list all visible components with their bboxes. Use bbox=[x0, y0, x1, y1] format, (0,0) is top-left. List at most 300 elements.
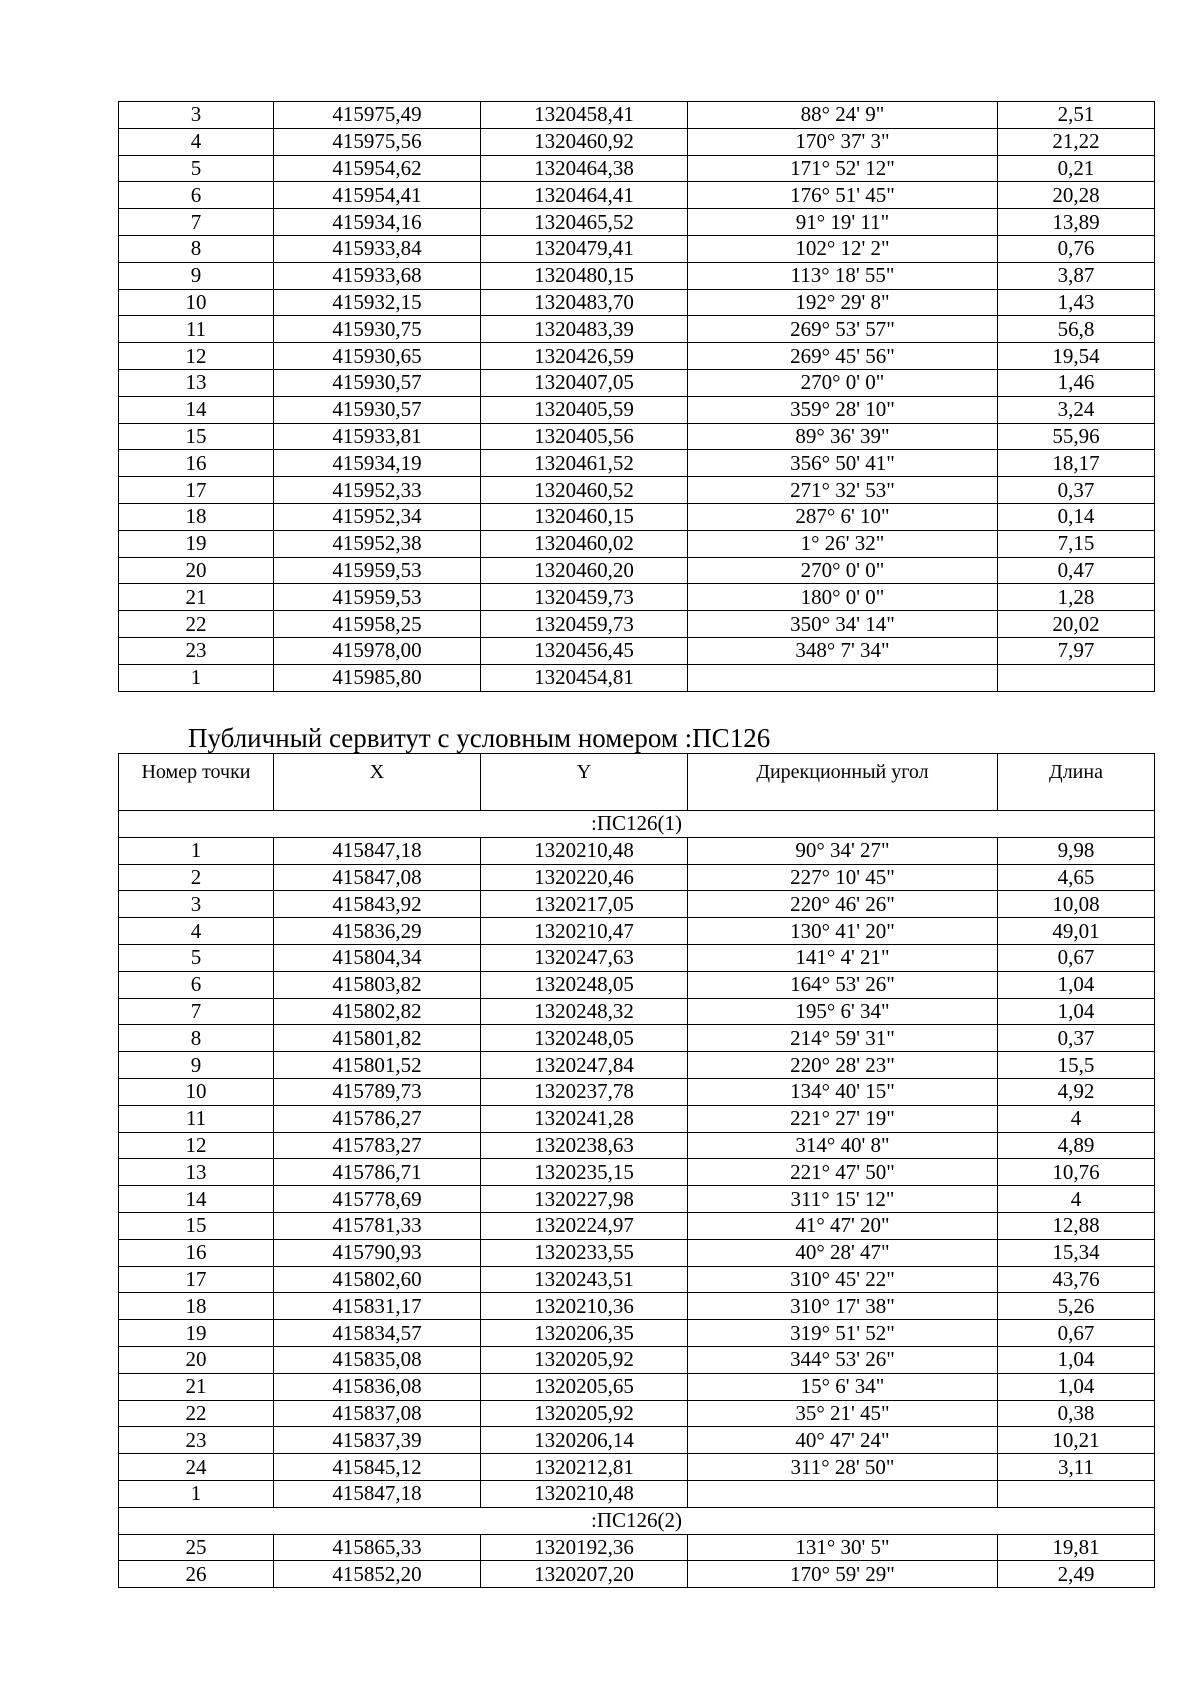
cell-direction-angle: 319° 51' 52" bbox=[688, 1320, 998, 1347]
cell-direction-angle: 314° 40' 8" bbox=[688, 1132, 998, 1159]
cell-y: 1320465,52 bbox=[481, 209, 688, 236]
cell-length: 15,34 bbox=[998, 1239, 1155, 1266]
cell-y: 1320217,05 bbox=[481, 891, 688, 918]
cell-y: 1320238,63 bbox=[481, 1132, 688, 1159]
cell-direction-angle: 102° 12' 2" bbox=[688, 235, 998, 262]
table-row bbox=[119, 891, 1155, 918]
cell-y: 1320205,65 bbox=[481, 1373, 688, 1400]
cell-x: 415801,82 bbox=[274, 1025, 481, 1052]
cell-point-number: 9 bbox=[119, 1052, 274, 1079]
cell-y: 1320405,56 bbox=[481, 423, 688, 450]
cell-length: 0,76 bbox=[998, 235, 1155, 262]
cell-point-number: 15 bbox=[119, 1212, 274, 1239]
cell-x: 415836,08 bbox=[274, 1373, 481, 1400]
cell-y: 1320205,92 bbox=[481, 1346, 688, 1373]
cell-y: 1320247,84 bbox=[481, 1052, 688, 1079]
cell-direction-angle: 310° 17' 38" bbox=[688, 1293, 998, 1320]
cell-length: 0,21 bbox=[998, 155, 1155, 182]
cell-direction-angle: 287° 6' 10" bbox=[688, 503, 998, 530]
header-length: Длина bbox=[998, 754, 1155, 811]
cell-length: 4 bbox=[998, 1186, 1155, 1213]
cell-length: 0,38 bbox=[998, 1400, 1155, 1427]
cell-y: 1320243,51 bbox=[481, 1266, 688, 1293]
cell-length: 3,87 bbox=[998, 262, 1155, 289]
cell-x: 415930,57 bbox=[274, 396, 481, 423]
table-row bbox=[119, 128, 1155, 155]
cell-y: 1320479,41 bbox=[481, 235, 688, 262]
cell-x: 415852,20 bbox=[274, 1561, 481, 1588]
cell-y: 1320224,97 bbox=[481, 1212, 688, 1239]
cell-direction-angle: 180° 0' 0" bbox=[688, 584, 998, 611]
cell-y: 1320210,47 bbox=[481, 918, 688, 945]
cell-x: 415985,80 bbox=[274, 664, 481, 691]
coordinates-table-continued bbox=[118, 101, 1155, 692]
cell-length bbox=[998, 1480, 1155, 1507]
table-row bbox=[119, 369, 1155, 396]
cell-x: 415930,57 bbox=[274, 369, 481, 396]
cell-x: 415783,27 bbox=[274, 1132, 481, 1159]
table-row bbox=[119, 611, 1155, 638]
cell-x: 415843,92 bbox=[274, 891, 481, 918]
cell-direction-angle: 40° 47' 24" bbox=[688, 1427, 998, 1454]
cell-direction-angle: 311° 28' 50" bbox=[688, 1454, 998, 1481]
cell-x: 415847,18 bbox=[274, 837, 481, 864]
cell-direction-angle: 359° 28' 10" bbox=[688, 396, 998, 423]
cell-length: 1,43 bbox=[998, 289, 1155, 316]
table-row bbox=[119, 584, 1155, 611]
cell-x: 415802,82 bbox=[274, 998, 481, 1025]
section-row-1 bbox=[119, 811, 1155, 838]
cell-x: 415930,65 bbox=[274, 343, 481, 370]
table-row bbox=[119, 1293, 1155, 1320]
table-row bbox=[119, 1078, 1155, 1105]
table-row bbox=[119, 450, 1155, 477]
cell-point-number: 21 bbox=[119, 584, 274, 611]
table-row bbox=[119, 396, 1155, 423]
cell-length: 56,8 bbox=[998, 316, 1155, 343]
cell-length: 4,65 bbox=[998, 864, 1155, 891]
table-row bbox=[119, 262, 1155, 289]
cell-y: 1320247,63 bbox=[481, 944, 688, 971]
cell-length: 1,04 bbox=[998, 998, 1155, 1025]
cell-point-number: 22 bbox=[119, 1400, 274, 1427]
cell-point-number: 1 bbox=[119, 664, 274, 691]
table-row bbox=[119, 971, 1155, 998]
cell-x: 415933,84 bbox=[274, 235, 481, 262]
cell-length: 7,97 bbox=[998, 637, 1155, 664]
cell-length: 15,5 bbox=[998, 1052, 1155, 1079]
cell-length: 1,04 bbox=[998, 1373, 1155, 1400]
cell-point-number: 14 bbox=[119, 1186, 274, 1213]
cell-length: 5,26 bbox=[998, 1293, 1155, 1320]
cell-direction-angle: 35° 21' 45" bbox=[688, 1400, 998, 1427]
header-direction-angle: Дирекционный угол bbox=[688, 754, 998, 811]
table-row bbox=[119, 1373, 1155, 1400]
cell-length: 19,54 bbox=[998, 343, 1155, 370]
cell-x: 415954,41 bbox=[274, 182, 481, 209]
cell-y: 1320192,36 bbox=[481, 1534, 688, 1561]
cell-point-number: 17 bbox=[119, 1266, 274, 1293]
table-row bbox=[119, 102, 1155, 129]
cell-y: 1320220,46 bbox=[481, 864, 688, 891]
table-row bbox=[119, 209, 1155, 236]
cell-direction-angle: 41° 47' 20" bbox=[688, 1212, 998, 1239]
table-row bbox=[119, 1534, 1155, 1561]
cell-length: 4,89 bbox=[998, 1132, 1155, 1159]
table-row bbox=[119, 1212, 1155, 1239]
cell-point-number: 2 bbox=[119, 864, 274, 891]
cell-length: 0,47 bbox=[998, 557, 1155, 584]
cell-y: 1320454,81 bbox=[481, 664, 688, 691]
cell-direction-angle: 134° 40' 15" bbox=[688, 1078, 998, 1105]
table-row bbox=[119, 316, 1155, 343]
table-row bbox=[119, 664, 1155, 691]
cell-x: 415978,00 bbox=[274, 637, 481, 664]
table-row bbox=[119, 1480, 1155, 1507]
cell-y: 1320460,52 bbox=[481, 477, 688, 504]
cell-point-number: 19 bbox=[119, 530, 274, 557]
cell-direction-angle: 310° 45' 22" bbox=[688, 1266, 998, 1293]
cell-x: 415835,08 bbox=[274, 1346, 481, 1373]
cell-x: 415837,08 bbox=[274, 1400, 481, 1427]
cell-length: 3,24 bbox=[998, 396, 1155, 423]
cell-x: 415789,73 bbox=[274, 1078, 481, 1105]
cell-point-number: 12 bbox=[119, 1132, 274, 1159]
cell-point-number: 5 bbox=[119, 944, 274, 971]
cell-x: 415952,33 bbox=[274, 477, 481, 504]
table-row bbox=[119, 1132, 1155, 1159]
cell-length: 9,98 bbox=[998, 837, 1155, 864]
cell-x: 415802,60 bbox=[274, 1266, 481, 1293]
cell-length: 1,46 bbox=[998, 369, 1155, 396]
cell-length: 10,76 bbox=[998, 1159, 1155, 1186]
cell-y: 1320459,73 bbox=[481, 611, 688, 638]
table-row bbox=[119, 837, 1155, 864]
table-row bbox=[119, 1186, 1155, 1213]
cell-length: 3,11 bbox=[998, 1454, 1155, 1481]
cell-point-number: 11 bbox=[119, 1105, 274, 1132]
table-row bbox=[119, 1105, 1155, 1132]
table-row bbox=[119, 1346, 1155, 1373]
table-row bbox=[119, 423, 1155, 450]
cell-direction-angle bbox=[688, 664, 998, 691]
cell-point-number: 6 bbox=[119, 182, 274, 209]
cell-point-number: 8 bbox=[119, 235, 274, 262]
cell-x: 415958,25 bbox=[274, 611, 481, 638]
cell-y: 1320407,05 bbox=[481, 369, 688, 396]
cell-length: 20,02 bbox=[998, 611, 1155, 638]
table-row bbox=[119, 235, 1155, 262]
cell-x: 415952,38 bbox=[274, 530, 481, 557]
cell-y: 1320405,59 bbox=[481, 396, 688, 423]
cell-y: 1320460,15 bbox=[481, 503, 688, 530]
cell-length: 21,22 bbox=[998, 128, 1155, 155]
cell-x: 415934,16 bbox=[274, 209, 481, 236]
cell-length: 10,08 bbox=[998, 891, 1155, 918]
cell-y: 1320456,45 bbox=[481, 637, 688, 664]
cell-length: 0,14 bbox=[998, 503, 1155, 530]
cell-length bbox=[998, 664, 1155, 691]
cell-y: 1320233,55 bbox=[481, 1239, 688, 1266]
cell-x: 415959,53 bbox=[274, 557, 481, 584]
cell-direction-angle: 40° 28' 47" bbox=[688, 1239, 998, 1266]
cell-x: 415845,12 bbox=[274, 1454, 481, 1481]
cell-x: 415975,49 bbox=[274, 102, 481, 129]
cell-point-number: 16 bbox=[119, 1239, 274, 1266]
cell-point-number: 24 bbox=[119, 1454, 274, 1481]
table-row bbox=[119, 1561, 1155, 1588]
table-row bbox=[119, 477, 1155, 504]
cell-point-number: 11 bbox=[119, 316, 274, 343]
cell-length: 10,21 bbox=[998, 1427, 1155, 1454]
cell-x: 415952,34 bbox=[274, 503, 481, 530]
table-row bbox=[119, 1266, 1155, 1293]
cell-point-number: 6 bbox=[119, 971, 274, 998]
table-row bbox=[119, 1454, 1155, 1481]
cell-x: 415786,71 bbox=[274, 1159, 481, 1186]
cell-direction-angle: 170° 59' 29" bbox=[688, 1561, 998, 1588]
cell-direction-angle: 141° 4' 21" bbox=[688, 944, 998, 971]
cell-direction-angle: 227° 10' 45" bbox=[688, 864, 998, 891]
table-row bbox=[119, 182, 1155, 209]
cell-point-number: 19 bbox=[119, 1320, 274, 1347]
cell-direction-angle: 91° 19' 11" bbox=[688, 209, 998, 236]
cell-x: 415778,69 bbox=[274, 1186, 481, 1213]
header-x: X bbox=[274, 754, 481, 811]
cell-y: 1320248,32 bbox=[481, 998, 688, 1025]
cell-point-number: 16 bbox=[119, 450, 274, 477]
table-row bbox=[119, 155, 1155, 182]
cell-x: 415781,33 bbox=[274, 1212, 481, 1239]
cell-point-number: 21 bbox=[119, 1373, 274, 1400]
cell-length: 7,15 bbox=[998, 530, 1155, 557]
cell-point-number: 3 bbox=[119, 891, 274, 918]
cell-y: 1320426,59 bbox=[481, 343, 688, 370]
cell-point-number: 23 bbox=[119, 637, 274, 664]
table-row bbox=[119, 1400, 1155, 1427]
cell-point-number: 5 bbox=[119, 155, 274, 182]
cell-direction-angle: 195° 6' 34" bbox=[688, 998, 998, 1025]
table-row bbox=[119, 503, 1155, 530]
cell-direction-angle: 164° 53' 26" bbox=[688, 971, 998, 998]
cell-x: 415834,57 bbox=[274, 1320, 481, 1347]
cell-direction-angle: 221° 27' 19" bbox=[688, 1105, 998, 1132]
cell-direction-angle: 221° 47' 50" bbox=[688, 1159, 998, 1186]
table-row bbox=[119, 1025, 1155, 1052]
cell-y: 1320483,70 bbox=[481, 289, 688, 316]
cell-direction-angle: 270° 0' 0" bbox=[688, 369, 998, 396]
servitude-heading: Публичный сервитут с условным номером :ПС126 bbox=[188, 723, 771, 753]
cell-length: 43,76 bbox=[998, 1266, 1155, 1293]
cell-y: 1320235,15 bbox=[481, 1159, 688, 1186]
cell-length: 1,04 bbox=[998, 1346, 1155, 1373]
section-label: :ПС126(2) bbox=[119, 1507, 1155, 1534]
cell-direction-angle: 88° 24' 9" bbox=[688, 102, 998, 129]
cell-length: 1,28 bbox=[998, 584, 1155, 611]
cell-y: 1320205,92 bbox=[481, 1400, 688, 1427]
cell-length: 18,17 bbox=[998, 450, 1155, 477]
table-row bbox=[119, 557, 1155, 584]
cell-x: 415786,27 bbox=[274, 1105, 481, 1132]
cell-length: 4 bbox=[998, 1105, 1155, 1132]
cell-y: 1320460,20 bbox=[481, 557, 688, 584]
cell-direction-angle: 220° 28' 23" bbox=[688, 1052, 998, 1079]
cell-y: 1320464,38 bbox=[481, 155, 688, 182]
cell-point-number: 20 bbox=[119, 557, 274, 584]
cell-point-number: 7 bbox=[119, 209, 274, 236]
cell-point-number: 20 bbox=[119, 1346, 274, 1373]
cell-direction-angle: 271° 32' 53" bbox=[688, 477, 998, 504]
cell-y: 1320237,78 bbox=[481, 1078, 688, 1105]
cell-x: 415837,39 bbox=[274, 1427, 481, 1454]
cell-direction-angle: 170° 37' 3" bbox=[688, 128, 998, 155]
cell-x: 415803,82 bbox=[274, 971, 481, 998]
cell-y: 1320227,98 bbox=[481, 1186, 688, 1213]
cell-x: 415933,81 bbox=[274, 423, 481, 450]
cell-length: 0,67 bbox=[998, 944, 1155, 971]
cell-direction-angle: 270° 0' 0" bbox=[688, 557, 998, 584]
table-row bbox=[119, 918, 1155, 945]
cell-direction-angle: 131° 30' 5" bbox=[688, 1534, 998, 1561]
cell-point-number: 12 bbox=[119, 343, 274, 370]
header-y: Y bbox=[481, 754, 688, 811]
cell-y: 1320207,20 bbox=[481, 1561, 688, 1588]
cell-point-number: 4 bbox=[119, 918, 274, 945]
cell-x: 415801,52 bbox=[274, 1052, 481, 1079]
cell-length: 4,92 bbox=[998, 1078, 1155, 1105]
servitude-table-body bbox=[119, 811, 1155, 1588]
cell-point-number: 10 bbox=[119, 1078, 274, 1105]
table-row bbox=[119, 1427, 1155, 1454]
cell-point-number: 23 bbox=[119, 1427, 274, 1454]
cell-y: 1320248,05 bbox=[481, 1025, 688, 1052]
cell-length: 0,37 bbox=[998, 1025, 1155, 1052]
table-row bbox=[119, 998, 1155, 1025]
cell-direction-angle: 269° 45' 56" bbox=[688, 343, 998, 370]
cell-y: 1320483,39 bbox=[481, 316, 688, 343]
cell-direction-angle: 356° 50' 41" bbox=[688, 450, 998, 477]
cell-direction-angle: 192° 29' 8" bbox=[688, 289, 998, 316]
cell-y: 1320460,02 bbox=[481, 530, 688, 557]
cell-y: 1320464,41 bbox=[481, 182, 688, 209]
cell-point-number: 22 bbox=[119, 611, 274, 638]
cell-y: 1320212,81 bbox=[481, 1454, 688, 1481]
table-row bbox=[119, 944, 1155, 971]
table-row bbox=[119, 530, 1155, 557]
cell-y: 1320210,48 bbox=[481, 1480, 688, 1507]
cell-direction-angle: 90° 34' 27" bbox=[688, 837, 998, 864]
cell-point-number: 13 bbox=[119, 369, 274, 396]
cell-point-number: 1 bbox=[119, 837, 274, 864]
cell-length: 49,01 bbox=[998, 918, 1155, 945]
cell-point-number: 3 bbox=[119, 102, 274, 129]
cell-x: 415932,15 bbox=[274, 289, 481, 316]
cell-y: 1320210,48 bbox=[481, 837, 688, 864]
cell-x: 415836,29 bbox=[274, 918, 481, 945]
cell-y: 1320206,14 bbox=[481, 1427, 688, 1454]
cell-y: 1320248,05 bbox=[481, 971, 688, 998]
cell-y: 1320210,36 bbox=[481, 1293, 688, 1320]
cell-x: 415975,56 bbox=[274, 128, 481, 155]
cell-direction-angle: 214° 59' 31" bbox=[688, 1025, 998, 1052]
cell-x: 415831,17 bbox=[274, 1293, 481, 1320]
cell-y: 1320480,15 bbox=[481, 262, 688, 289]
table-row bbox=[119, 637, 1155, 664]
servitude-coordinates-table bbox=[118, 753, 1155, 1588]
cell-length: 12,88 bbox=[998, 1212, 1155, 1239]
cell-y: 1320461,52 bbox=[481, 450, 688, 477]
cell-x: 415934,19 bbox=[274, 450, 481, 477]
cell-y: 1320459,73 bbox=[481, 584, 688, 611]
cell-x: 415847,18 bbox=[274, 1480, 481, 1507]
cell-point-number: 7 bbox=[119, 998, 274, 1025]
header-point-number: Номер точки bbox=[119, 754, 274, 811]
cell-point-number: 25 bbox=[119, 1534, 274, 1561]
cell-point-number: 26 bbox=[119, 1561, 274, 1588]
cell-direction-angle: 176° 51' 45" bbox=[688, 182, 998, 209]
cell-direction-angle: 15° 6' 34" bbox=[688, 1373, 998, 1400]
cell-x: 415847,08 bbox=[274, 864, 481, 891]
cell-point-number: 9 bbox=[119, 262, 274, 289]
cell-point-number: 17 bbox=[119, 477, 274, 504]
cell-length: 1,04 bbox=[998, 971, 1155, 998]
cell-direction-angle: 311° 15' 12" bbox=[688, 1186, 998, 1213]
cell-y: 1320206,35 bbox=[481, 1320, 688, 1347]
cell-length: 0,37 bbox=[998, 477, 1155, 504]
cell-point-number: 4 bbox=[119, 128, 274, 155]
cell-y: 1320458,41 bbox=[481, 102, 688, 129]
cell-point-number: 10 bbox=[119, 289, 274, 316]
cell-point-number: 8 bbox=[119, 1025, 274, 1052]
cell-point-number: 18 bbox=[119, 1293, 274, 1320]
cell-x: 415930,75 bbox=[274, 316, 481, 343]
cell-length: 55,96 bbox=[998, 423, 1155, 450]
cell-direction-angle: 113° 18' 55" bbox=[688, 262, 998, 289]
cell-direction-angle: 350° 34' 14" bbox=[688, 611, 998, 638]
cell-direction-angle: 344° 53' 26" bbox=[688, 1346, 998, 1373]
cell-x: 415804,34 bbox=[274, 944, 481, 971]
cell-x: 415954,62 bbox=[274, 155, 481, 182]
cell-x: 415865,33 bbox=[274, 1534, 481, 1561]
cell-x: 415959,53 bbox=[274, 584, 481, 611]
cell-length: 20,28 bbox=[998, 182, 1155, 209]
cell-direction-angle bbox=[688, 1480, 998, 1507]
cell-y: 1320460,92 bbox=[481, 128, 688, 155]
cell-y: 1320241,28 bbox=[481, 1105, 688, 1132]
table-row bbox=[119, 864, 1155, 891]
table-row bbox=[119, 289, 1155, 316]
cell-point-number: 18 bbox=[119, 503, 274, 530]
cell-direction-angle: 89° 36' 39" bbox=[688, 423, 998, 450]
cell-x: 415933,68 bbox=[274, 262, 481, 289]
table-row bbox=[119, 1052, 1155, 1079]
cell-x: 415790,93 bbox=[274, 1239, 481, 1266]
cell-point-number: 15 bbox=[119, 423, 274, 450]
cell-length: 0,67 bbox=[998, 1320, 1155, 1347]
cell-point-number: 14 bbox=[119, 396, 274, 423]
table-row bbox=[119, 1320, 1155, 1347]
table-row bbox=[119, 343, 1155, 370]
cell-length: 19,81 bbox=[998, 1534, 1155, 1561]
cell-point-number: 1 bbox=[119, 1480, 274, 1507]
table-row bbox=[119, 1159, 1155, 1186]
cell-direction-angle: 220° 46' 26" bbox=[688, 891, 998, 918]
cell-length: 13,89 bbox=[998, 209, 1155, 236]
table-header-row bbox=[119, 754, 1155, 811]
cell-direction-angle: 269° 53' 57" bbox=[688, 316, 998, 343]
cell-length: 2,49 bbox=[998, 1561, 1155, 1588]
cell-point-number: 13 bbox=[119, 1159, 274, 1186]
